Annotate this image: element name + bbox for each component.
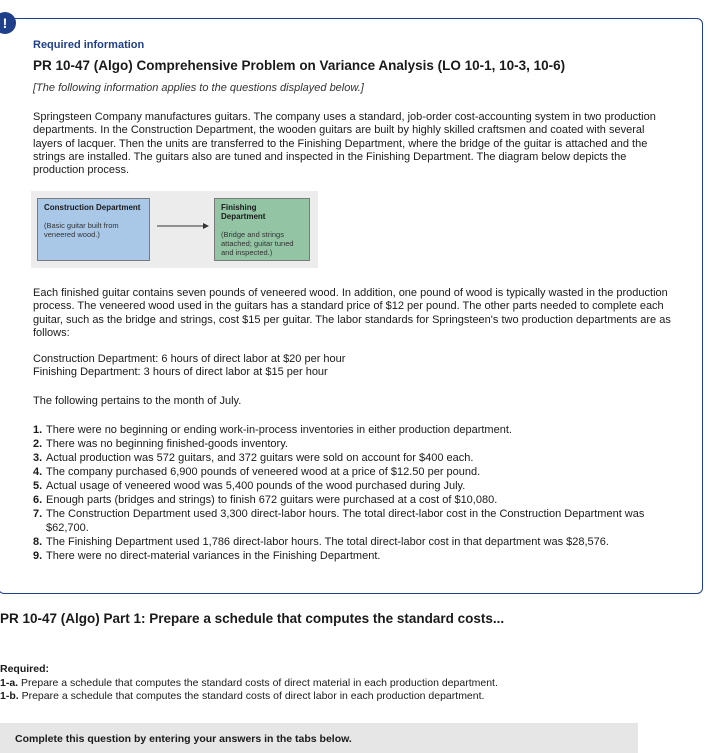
construction-labor-standard: Construction Department: 6 hours of direct labor at $20 per hour	[33, 353, 346, 365]
requirement-1a: 1-a. Prepare a schedule that computes the standard costs of direct material in each production department.	[0, 676, 498, 689]
part-title: PR 10-47 (Algo) Part 1: Prepare a schedule that computes the standard costs...	[0, 611, 505, 626]
required-section	[0, 663, 498, 704]
construction-department-box	[37, 198, 150, 261]
finishing-department-title: Finishing Department	[221, 203, 266, 221]
july-data-list	[33, 423, 678, 563]
list-item: 6. Enough parts (bridges and strings) to finish 672 guitars were purchased at a cost of $10,080.	[33, 494, 498, 506]
intro-paragraph: Springsteen Company manufactures guitars. The company uses a standard, job-order cost-accounting system in two production departments. In the Construction Department, the wooden guitars are built by highly skilled craftsmen and coated with several layers of lacquer. Then the units are transferred to the Finishing Department, where the bridge of the guitar is attached and the strings are installed. The guitars also are tuned and inspected in the Finishing Department. The diagram below depicts the production process.	[33, 111, 656, 177]
list-item: 3. Actual production was 572 guitars, and 372 guitars were sold on account for $400 each.	[33, 452, 474, 464]
alert-icon: !	[0, 12, 16, 34]
finishing-department-box	[214, 198, 310, 261]
complete-question-banner: Complete this question by entering your answers in the tabs below.	[0, 723, 638, 753]
construction-department-desc: (Basic guitar built from veneered wood.)	[44, 221, 119, 239]
list-item: 2. There was no beginning finished-goods inventory.	[33, 438, 288, 450]
list-item: 7. The Construction Department used 3,300 direct-labor hours. The total direct-labor cost in the Construction Department was $62,700.	[33, 508, 645, 534]
list-item: 9. There were no direct-material variances in the Finishing Department.	[33, 550, 381, 562]
finishing-labor-standard: Finishing Department: 3 hours of direct labor at $15 per hour	[33, 366, 328, 378]
production-process-diagram	[31, 191, 318, 268]
required-heading: Required:	[0, 663, 50, 675]
labor-standards	[33, 353, 345, 379]
construction-department-title: Construction Department	[44, 203, 141, 212]
july-paragraph: The following pertains to the month of July.	[33, 395, 242, 407]
list-item: 4. The company purchased 6,900 pounds of veneered wood at a price of $12.50 per pound.	[33, 466, 481, 478]
standards-paragraph: Each finished guitar contains seven pounds of veneered wood. In addition, one pound of wood is typically wasted in the production process. The veneered wood used in the guitars has a standard price of $12 per pound. The other parts needed to complete each guitar, such as the bridge and strings, cost $15 per guitar. The labor standards for Springsteen's two production departments are as follows:	[33, 287, 671, 339]
finishing-department-desc: (Bridge and strings attached; guitar tuned and inspected.)	[221, 230, 294, 257]
required-information-label: Required information	[33, 39, 145, 51]
list-item: 5. Actual usage of veneered wood was 5,400 pounds of the wood purchased during July.	[33, 480, 466, 492]
requirement-1b: 1-b. Prepare a schedule that computes the standard costs of direct labor in each production department.	[0, 690, 485, 702]
problem-title: PR 10-47 (Algo) Comprehensive Problem on Variance Analysis (LO 10-1, 10-3, 10-6)	[33, 58, 566, 73]
list-item: 1. There were no beginning or ending work-in-process inventories in either production department.	[33, 424, 512, 436]
info-note: [The following information applies to the questions displayed below.]	[33, 82, 364, 94]
arrow-right-icon	[157, 221, 209, 231]
list-item: 8. The Finishing Department used 1,786 direct-labor hours. The total direct-labor cost in that department was $28,576.	[33, 536, 609, 548]
